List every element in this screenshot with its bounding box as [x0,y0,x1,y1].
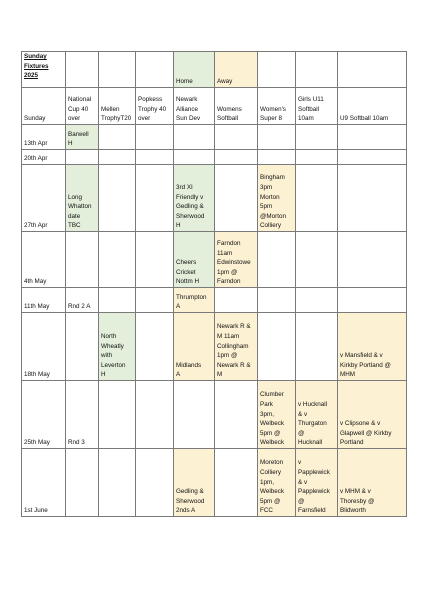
fixture-line: Morton [260,193,280,201]
fixture-row [22,288,407,313]
fixture-cell [258,381,296,449]
fixture-line: & v [298,478,308,486]
empty-cell [136,449,174,517]
column-header-line: Sunday [24,115,46,123]
fixture-line: H [101,371,106,379]
empty-cell [215,165,258,232]
fixture-line: FCC [260,507,273,515]
empty-cell [215,381,258,449]
fixture-cell [258,165,296,232]
fixture-cell [66,381,99,449]
fixture-line: Rnd 2 A [68,303,91,311]
fixture-line: Colliery [260,222,281,230]
fixture-line: v MHM & v [340,488,371,496]
column-header-line: Popkess [138,96,163,104]
fixture-line: Glapwell @ Kirkby [340,429,392,437]
empty-cell [215,125,258,150]
date-cell: 27th Apr [22,165,66,232]
column-header-line: Womens [217,105,242,113]
column-header-line: National [68,96,92,104]
empty-cell [215,150,258,165]
fixture-line: H [68,140,73,148]
empty-cell [296,165,338,232]
fixture-row [22,150,407,165]
column-header [258,88,296,125]
fixture-line: 5pm @ [260,429,281,437]
sheet-title [22,52,66,88]
empty-cell [136,232,174,288]
column-header [66,88,99,125]
empty-cell [215,288,258,313]
column-header-line: Girls U11 [298,96,324,104]
fixture-cell [174,165,215,232]
column-header [99,88,136,125]
empty-cell [258,150,296,165]
fixture-line: Nottm H [176,278,200,286]
fixture-line: Welbeck [260,439,285,447]
column-header-line: Softball [217,115,239,123]
fixture-line: Portland [340,439,364,447]
fixture-cell [338,381,407,449]
fixture-line: A [176,303,181,311]
fixture-row [22,449,407,517]
fixture-line: 3rd XI [176,184,193,192]
fixture-line: with [101,352,113,360]
fixture-line: Hucknall [298,439,323,447]
empty-cell [99,52,136,88]
column-header-line: Alliance [176,105,199,113]
fixture-line: Edwinstowe [217,259,251,267]
fixture-line: Clumber [260,391,284,399]
fixture-line: v Clipsone & v [340,420,381,428]
fixture-cell [296,449,338,517]
column-header [296,88,338,125]
fixtures-table [21,51,407,517]
fixture-line: M 11am [217,333,240,341]
column-header-line: TrophyT20 [101,115,132,123]
fixture-line: 3pm, [260,410,274,418]
fixture-line: Gedling & [176,203,204,211]
fixture-line: Park [260,401,273,409]
fixture-line: A [176,371,181,379]
empty-cell [338,165,407,232]
empty-cell [136,52,174,88]
empty-cell [296,232,338,288]
fixture-line: Blidworth [340,507,366,515]
empty-cell [296,150,338,165]
column-header-line: Super 8 [260,115,283,123]
empty-cell [174,381,215,449]
sheet-title-line: Sunday [24,53,47,60]
empty-cell [296,52,338,88]
fixture-line: Sherwood [176,212,205,220]
sheet-title-line: Fixtures [24,62,49,70]
fixture-line: 1pm, [260,478,274,486]
fixture-cell [174,313,215,381]
fixture-line: Thurgaton [298,420,327,428]
fixture-line: H [176,222,181,230]
empty-cell [296,125,338,150]
legend-away-label: Away [217,78,233,86]
column-header [22,88,66,125]
fixture-line: Cheers [176,259,197,267]
fixture-line: @Morton [260,212,286,220]
fixture-line: Papplewick [298,469,330,477]
fixture-row [22,313,407,381]
fixture-line: Collingham [217,342,249,350]
fixture-cell [66,288,99,313]
empty-cell [99,232,136,288]
empty-cell [136,313,174,381]
date-cell: 25th May [22,381,66,449]
fixture-line: North [101,333,117,341]
empty-cell [66,449,99,517]
fixture-line: Thoresby @ [340,497,375,505]
fixture-line: Colliery [260,469,281,477]
empty-cell [66,232,99,288]
fixture-line: 1pm @ [217,268,238,276]
column-header-line: over [68,115,81,123]
column-header-line: Sun Dev [176,115,201,123]
empty-cell [338,52,407,88]
fixture-row [22,125,407,150]
empty-cell [66,313,99,381]
fixture-line: Farnsfield [298,507,326,515]
fixture-line: Midlands [176,361,202,369]
date-cell: 11th May [22,288,66,313]
empty-cell [296,313,338,381]
date-cell: 13th Apr [22,125,66,150]
empty-cell [174,150,215,165]
column-header [174,88,215,125]
fixture-cell [174,288,215,313]
fixture-line: Bingham [260,174,285,182]
fixture-line: Welbeck [260,420,285,428]
empty-cell [174,125,215,150]
empty-cell [296,288,338,313]
fixture-line: Gedling & [176,488,204,496]
column-header-line: over [138,115,151,123]
column-header [338,88,407,125]
column-header-line: Softball [298,105,320,113]
column-header-line: Trophy 40 [138,105,167,113]
empty-cell [99,381,136,449]
legend-away [215,52,258,88]
date-cell: 4th May [22,232,66,288]
column-header-line: Cup 40 [68,105,89,113]
fixture-line: TBC [68,222,81,230]
fixture-line: 2nds A [176,507,196,515]
fixture-line: Welbeck [260,488,285,496]
column-header-line: Mellen [101,105,120,113]
empty-cell [99,288,136,313]
legend-home-label: Home [176,78,193,86]
fixture-line: 5pm [260,203,273,211]
column-header [215,88,258,125]
title-row [22,52,407,88]
fixture-line: v Mansfield & v [340,352,383,360]
empty-cell [66,150,99,165]
fixture-line: MHM [340,371,356,379]
fixture-line: & v [298,410,308,418]
empty-cell [136,125,174,150]
fixture-line: Cricket [176,268,196,276]
fixtures-sheet [21,51,406,517]
fixture-line: 5pm @ [260,497,281,505]
fixture-cell [338,313,407,381]
fixture-line: v [298,459,302,467]
fixture-cell [215,232,258,288]
fixture-cell [258,449,296,517]
column-header [136,88,174,125]
fixture-line: Farndon [217,278,241,286]
empty-cell [338,288,407,313]
fixture-cell [174,449,215,517]
empty-cell [258,313,296,381]
empty-cell [338,150,407,165]
fixture-line: date [68,212,81,220]
column-header-line: Women's [260,105,286,113]
sheet-title-line: 2025 [24,72,39,80]
empty-cell [258,288,296,313]
empty-cell [136,165,174,232]
legend-home [174,52,215,88]
fixture-line: Rnd 3 [68,439,85,447]
column-header-line: Newark [176,96,198,104]
empty-cell [215,449,258,517]
empty-cell [99,125,136,150]
empty-cell [99,165,136,232]
fixture-line: 1pm @ [217,352,238,360]
date-cell: 18th May [22,313,66,381]
fixture-row [22,232,407,288]
fixture-line: Wheatly [101,342,124,350]
fixture-line: @ [298,497,305,505]
empty-cell [66,52,99,88]
empty-cell [338,232,407,288]
fixture-cell [296,381,338,449]
column-header-line: 10am [298,115,314,123]
fixture-line: v Hucknall [298,401,328,409]
empty-cell [136,150,174,165]
fixture-line: Newark R & [217,323,251,331]
fixture-cell [66,165,99,232]
fixture-line: Leverton [101,361,126,369]
fixture-line: Newark R & [217,361,251,369]
fixture-cell [174,232,215,288]
fixture-line: Whatton [68,203,92,211]
empty-cell [258,125,296,150]
fixture-line: Thrumpton [176,293,207,301]
empty-cell [136,381,174,449]
fixture-line: Kirkby Portland @ [340,361,391,369]
fixture-cell [215,313,258,381]
empty-cell [258,232,296,288]
fixture-row [22,165,407,232]
fixture-line: Moreton [260,459,284,467]
empty-cell [338,125,407,150]
fixture-line: 11am [217,249,233,257]
empty-cell [136,288,174,313]
fixture-row [22,381,407,449]
fixture-line: 3pm [260,184,273,192]
fixture-cell [338,449,407,517]
fixture-line: Friendly v [176,193,204,201]
fixtures-body [22,52,407,517]
fixture-cell [99,313,136,381]
empty-cell [258,52,296,88]
column-header-row [22,88,407,125]
empty-cell [99,449,136,517]
fixture-line: Barwell [68,130,89,138]
fixture-line: Farndon [217,240,241,248]
fixture-line: @ [298,429,305,437]
empty-cell [99,150,136,165]
fixture-line: Papplewick [298,488,330,496]
column-header-line: U9 Softball 10am [340,115,389,123]
fixture-cell [66,125,99,150]
fixture-line: M [217,371,223,379]
date-cell: 20th Apr [22,150,66,165]
fixture-line: Long [68,193,83,201]
fixture-line: Sherwood [176,497,205,505]
date-cell: 1st June [22,449,66,517]
